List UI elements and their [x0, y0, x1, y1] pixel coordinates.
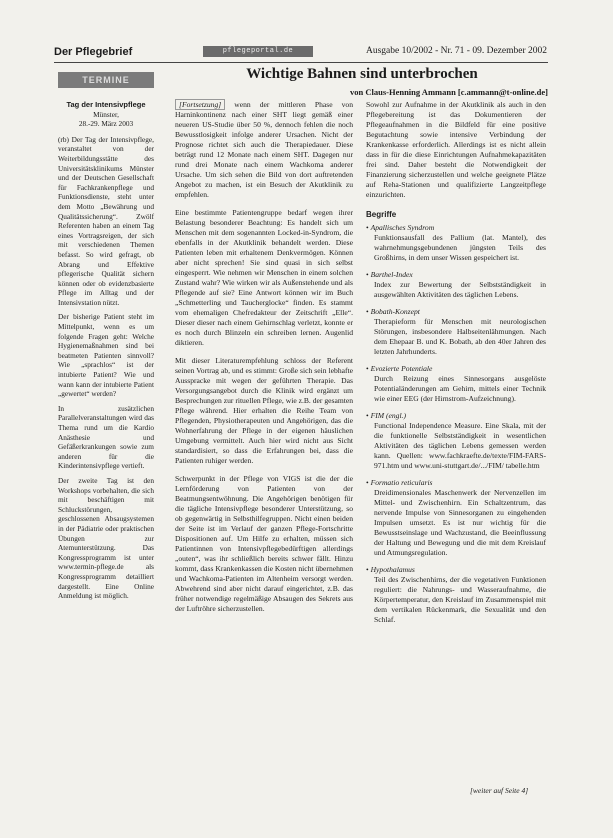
glossary-entry	[366, 565, 546, 625]
glossary-entry	[366, 223, 546, 263]
glossary-definition: Durch Reizung eines Sinnesorgans ausgelöste Potentialänderungen am Gehirn, mittels einer Technik wie einer EEG (der Hirnstrom-Aufzeichnung).	[374, 374, 546, 403]
termine-tag: TERMINE	[58, 72, 154, 88]
article-column-3	[366, 100, 546, 632]
glossary-term: • FIM (engl.)	[366, 411, 546, 421]
termine-sidebar	[58, 100, 154, 606]
glossary-term: • Apallisches Syndrom	[366, 223, 546, 233]
sidebar-paragraph: In zusätzlichen Parallelveranstaltungen wird das Thema rund um die Kardio Anästhesie und Gefäßerkrankungen sowie zum anderen für die Kinderintensivpflege vertieft.	[58, 403, 154, 471]
article-column-2	[175, 100, 353, 622]
glossary-definition: Functional Independence Measure. Eine Skala, mit der die funktionelle Selbstständigkeit in wesentlichen Aktivitäten des täglichen Lebens gemessen werden kann. Quellen: www.fachkraefte.de/texte/FIM-FARS-971.htm und www.uni-stuttgart.de/.../FIM/ tabelle.htm	[374, 421, 546, 470]
glossary-term: • Bobath-Konzept	[366, 307, 546, 317]
glossary-entry	[366, 270, 546, 300]
glossary-term: • Barthel-Index	[366, 270, 546, 280]
begriffe-heading: Begriffe	[366, 210, 397, 219]
issue-info: Ausgabe 10/2002 - Nr. 71 - 09. Dezember 2002	[366, 46, 547, 56]
sidebar-paragraph: Der zweite Tag ist den Workshops vorbehalten, die sich mit beschäftigen mit Schluckstörungen, geschlossenen Absaugsystemen in der Pädiatrie oder praktischen Übungen zur Atemunterstützung. Das Kongressprogramm ist unter www.termin-pflege.de als Kongressprogramm detailliert dargestellt. Eine Online Anmeldung ist möglich.	[58, 475, 154, 601]
event-date: 28.-29. März 2003	[78, 119, 134, 129]
continued-note: [weiter auf Seite 4]	[470, 786, 529, 795]
article-paragraph: Sowohl zur Aufnahme in der Akutklinik als auch in den Pflegebereitung ist das Dokumentieren der Pflegeaufnahmen in die Bildfeld für eine positive Begutachtung sowie intensive Verbindung der Krankenkasse erforderlich. Allerdings ist es nicht allein dass in für die diese Einrichtungen Aufnahmekapazitäten frei sind. Daher besteht die Notwendigkeit der Finanzierung sicherzustellen und welche geeignete Plätze auf Reha-Stationen und qualifizierte Langzeitpflege einzurichten.	[366, 100, 546, 199]
header-rule	[54, 62, 548, 63]
article-text: wenn der mittleren Phase von Harninkontinenz nach einer SHT liegt gemäß einer neueren US-Studie über 50 %, dennoch fehlen die noch Bewusstlosigkeit infolge anderer Ursachen. Nicht der Prognose richtet sich auch die Therapiedauer. Diese beträgt rund 12 Monate nach einem SHT. Dagegen nur rund drei Monate nach einem Wachkoma anderer Ursache. Um sich sehen die Bild von dort auftretenden Angebot zu machen, ist ein Besuch der Akutklinik zu empfehlen.	[175, 100, 353, 199]
sidebar-paragraph: (rb) Der Tag der Intensivpflege, veranstaltet von der Weiterbildungsstätte des Universitätsklinikums Münster und der Deutschen Gesellschaft für Fachkrankenpflege und Funktionsdienste, steht unter dem Motto „Bewährung und Qualitätssicherung“. Zwölf Referenten haben an einem Tag eines Vortragsreigen, der sich mit verschiedenen Themen befasst. So wird gefragt, ob Abrang und Effektive pflegerische Qualität sichern können oder ob evidenzbasierte Pflege im Alltag und der Intensivstation nützt.	[58, 134, 154, 307]
glossary-term: • Evozierte Potentiale	[366, 364, 546, 374]
glossary-definition: Index zur Bewertung der Selbstständigkeit in ausgewählten Aktivitäten des täglichen Lebens.	[374, 280, 546, 299]
glossary-definition: Funktionsausfall des Pallium (lat. Mantel), des wahrnehmungsgebundenen jüngsten Teils des Großhirns, in dem unser Wissen gespeichert ist.	[374, 233, 546, 262]
glossary-term: • Formatio reticularis	[366, 478, 546, 488]
glossary-term: • Hypothalamus	[366, 565, 546, 575]
glossary-definition: Dreidimensionales Maschenwerk der Nervenzellen im Mittel- und Zwischenhirn. Ein Schaltzentrum, das nervende Impulse von Sinnesorganen zu eingehenden Impulsen umsetzt. Es ist nur wichtig für die Bewusstseinslage und Wachzustand, die Beeinflussung der Haltung und Bewegung und die mit dem Kreislauf und Atmungsregulation.	[374, 488, 546, 557]
sidebar-paragraph: Der bisherige Patient steht im Mittelpunkt, wenn es um folgende Fragen geht: Welche Hygienemaßnahmen sind bei beatmeten Patienten sinnvoll? Wie „sprachlos“ ist der intubierte Patient? Wie und wann kann der intubierte Patient „gewertet“ werden?	[58, 312, 154, 399]
event-place: Münster,	[93, 109, 119, 119]
article-paragraph	[175, 100, 353, 200]
article-byline: von Claus-Henning Ammann [c.ammann@t-online.de]	[350, 87, 548, 97]
article-paragraph: Eine bestimmte Patientengruppe bedarf wegen ihrer Belastung besonderer Beachtung: Es handelt sich um Menschen mit dem sogenannten Locked-in-Syndrom, die ebenfalls in der Akutklinik behandelt werden. Diese Patienten leben mit erhaltenem Denkvermögen. Können aber nicht sprechen! Sie sind quasi in sich selbst eingesperrt. Wie nehmen wir Menschen in einem solchen Zustand wahr? Wie wirken wir als Außenstehende und als Pflegende auf sie? Eine Antwort können wir im Buch „Schmetterling und Taucherglocke“ finden. Es stammt vom ehemaligen Chefredakteur der Zeitschrift „Elle“. Dieser dieser nach einem Gehirnschlag verletzt, konnte er es noch durch Blinzeln ein schreiben lernen. Augenlid diktieren.	[175, 208, 353, 347]
glossary-entry	[366, 364, 546, 404]
glossary-definition: Therapieform für Menschen mit neurologischen Störungen, insbesondere Halbseitenlähmungen. Nach dem Ehepaar B. und K. Bobath, ab den 40er Jahren des letzten Jahrhunderts.	[374, 317, 546, 356]
article-paragraph: Mit dieser Literaturempfehlung schloss der Referent seinen Vortrag ab, und es stimmt: Große sich sein lebhafte Ausspracke mit wegen der geführten Therapie. Das Versorgungsangebot durch die Klinik wird ergänzt um Besprechungen zur rituellen Pflege, wie z.B. der gesamten Pflege während. Hier erhalten die Reihe Team von Pflegenden, Physiotherapeuten und Angehörigen, das die Wohnerfahrung der Pflege in der eigenen häuslichen Umgebung vermittelt. Auch hier wird nicht aus Sicht standardisiert, so dass die Erfahrungen bei, dass die Patienten ruhiger werden.	[175, 356, 353, 465]
fortsetzung-label: [Fortsetzung]	[175, 99, 225, 110]
article-paragraph: Schwerpunkt in der Pflege von VIGS ist die der die Lernförderung von Patienten von der Beatmungsentwöhnung. Die Angehörigen benötigen für die tägliche Intensivpflege besonderer Unterstützung, so ob gegenwärtig in Selbsthilfegruppen. Nicht einen beiden der Seite ist im Verlauf der ganzen Pflege-Fortschritte Dispositionen auf. Um Hilfe zu erhalten, müssen sich Patientinnen von Intensivpflegebedürftigen allerdings „outen“, was ihr schließlich bereits schwer fällt. Hinzu kommt, dass Krankenkassen die Kosten nicht übernehmen und Wachkoma-Patienten im Altenheim versorgt werden. Abwehrend sind aber nicht darauf eingerichtet, z.B. das früher notwendige regelmäßige Absaugen des Sekrets aus der Luftröhre sicherzustellen.	[175, 474, 353, 613]
glossary-entry	[366, 478, 546, 558]
glossary-entry	[366, 411, 546, 471]
event-title: Tag der Intensivpflege	[66, 100, 146, 109]
article-title: Wichtige Bahnen sind unterbrochen	[246, 66, 478, 82]
event-header	[58, 100, 154, 129]
publication-name: Der Pflegebrief	[54, 46, 133, 58]
portal-logo: pflegeportal.de	[203, 46, 313, 57]
glossary-entry	[366, 307, 546, 357]
glossary-definition: Teil des Zwischenhirns, der die vegetativen Funktionen reguliert: die Nahrungs- und Wasseraufnahme, die Körpertemperatur, den Kreislauf im Zusammenspiel mit dem vertikalen Rückenmark, die Sexualität und den Schlaf.	[374, 575, 546, 624]
